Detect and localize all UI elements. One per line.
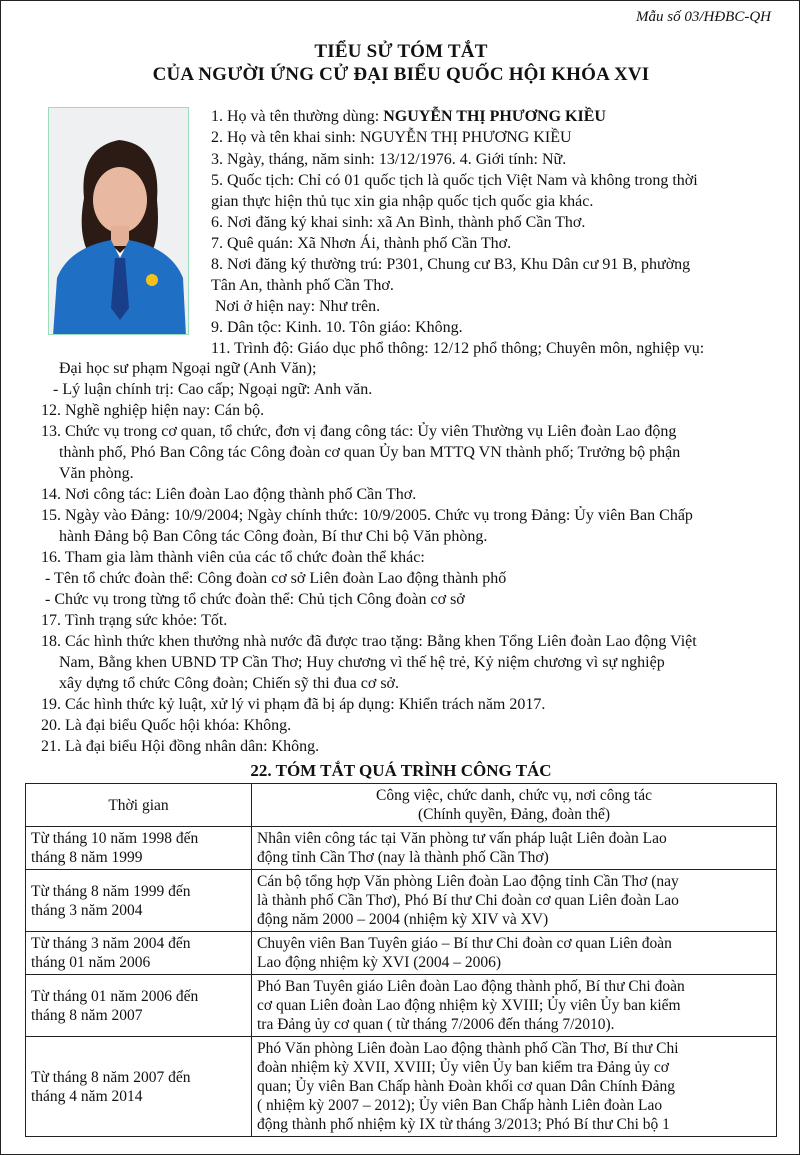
header-work-line1: Công việc, chức danh, chức vụ, nơi công tác [376, 787, 652, 804]
field-15-line1: 15. Ngày vào Đảng: 10/9/2004; Ngày chính thức: 10/9/2005. Chức vụ trong Đảng: Ủy viên Ban Chấp [41, 507, 693, 524]
work-line: động năm 2000 – 2004 (nhiệm kỳ XIV và XV) [257, 911, 549, 928]
work-history-table [25, 783, 777, 1137]
time-line: Từ tháng 8 năm 2007 đến [31, 1068, 191, 1086]
cell-work [252, 827, 777, 870]
cell-work [252, 870, 777, 932]
form-number: Mẫu số 03/HĐBC-QH [636, 9, 771, 25]
work-line: quan; Ủy viên Ban Chấp hành Đoàn khối cơ quan Dân Chính Đảng [257, 1078, 676, 1095]
field-13-line2: thành phố, Phó Ban Công tác Công đoàn cơ quan Ủy ban MTTQ VN thành phố; Trưởng bộ phận [59, 444, 681, 461]
table-row [26, 932, 777, 975]
work-line: Phó Văn phòng Liên đoàn Lao động thành phố Cần Thơ, Bí thư Chi [257, 1040, 679, 1057]
field-1 [211, 107, 606, 127]
cell-time [26, 975, 252, 1037]
table-row [26, 870, 777, 932]
cell-work [252, 975, 777, 1037]
field-5-line2: gian thực hiện thủ tục xin gia nhập quốc tịch quốc gia khác. [211, 193, 594, 210]
cell-time [26, 932, 252, 975]
work-line: ( nhiệm kỳ 2007 – 2012); Ủy viên Ban Chấp hành Liên đoàn Lao [257, 1097, 663, 1114]
work-line: động tỉnh Cần Thơ (nay là thành phố Cần Thơ) [257, 849, 549, 866]
field-13-line1: 13. Chức vụ trong cơ quan, tổ chức, đơn vị đang công tác: Ủy viên Thường vụ Liên đoàn Lao động [41, 423, 677, 440]
field-11-line3: - Lý luận chính trị: Cao cấp; Ngoại ngữ: Anh văn. [53, 381, 373, 398]
cell-work [252, 932, 777, 975]
cell-time [26, 870, 252, 932]
work-line: Chuyên viên Ban Tuyên giáo – Bí thư Chi đoàn cơ quan Liên đoàn [257, 935, 672, 952]
time-line: Từ tháng 01 năm 2006 đến [31, 987, 199, 1005]
document-title: TIỂU SỬ TÓM TẮT [314, 41, 488, 62]
field-1-value: NGUYỄN THỊ PHƯƠNG KIỀU [383, 108, 606, 125]
header-time: Thời gian [26, 784, 252, 827]
field-17: 17. Tình trạng sức khỏe: Tốt. [41, 612, 228, 629]
time-line: Từ tháng 10 năm 1998 đến [31, 830, 199, 847]
work-line: Cán bộ tổng hợp Văn phòng Liên đoàn Lao động tỉnh Cần Thơ (nay [257, 873, 679, 890]
time-line: Từ tháng 8 năm 1999 đến [31, 882, 191, 900]
field-3-4: 3. Ngày, tháng, năm sinh: 13/12/1976. 4. Giới tính: Nữ. [211, 151, 567, 168]
work-line: Phó Ban Tuyên giáo Liên đoàn Lao động thành phố, Bí thư Chi đoàn [257, 978, 685, 995]
field-5-line1: 5. Quốc tịch: Chỉ có 01 quốc tịch là quốc tịch Việt Nam và không trong thời [211, 172, 698, 189]
field-19: 19. Các hình thức kỷ luật, xử lý vi phạm đã bị áp dụng: Khiển trách năm 2017. [41, 696, 546, 713]
field-2: 2. Họ và tên khai sinh: NGUYỄN THỊ PHƯƠNG KIỀU [211, 129, 572, 146]
candidate-photo [48, 107, 189, 335]
document-subtitle: CỦA NGƯỜI ỨNG CỬ ĐẠI BIỂU QUỐC HỘI KHÓA XVI [152, 64, 650, 85]
work-line: Lao động nhiệm kỳ XVI (2004 – 2006) [257, 954, 502, 971]
time-line: Từ tháng 3 năm 2004 đến [31, 935, 191, 952]
field-11-line2: Đại học sư phạm Ngoại ngữ (Anh Văn); [59, 360, 317, 377]
time-line: tháng 01 năm 2006 [31, 954, 151, 971]
section-22-title: 22. TÓM TẮT QUÁ TRÌNH CÔNG TÁC [250, 761, 552, 780]
field-9-10: 9. Dân tộc: Kinh. 10. Tôn giáo: Không. [211, 319, 463, 336]
work-line: tra Đảng ủy cơ quan ( từ tháng 7/2006 đến tháng 7/2010). [257, 1016, 615, 1033]
time-line: tháng 3 năm 2004 [31, 901, 143, 919]
field-20: 20. Là đại biểu Quốc hội khóa: Không. [41, 717, 292, 734]
field-13-line3: Văn phòng. [59, 465, 134, 482]
header-work [252, 784, 777, 827]
field-6: 6. Nơi đăng ký khai sinh: xã An Bình, thành phố Cần Thơ. [211, 214, 586, 231]
field-7: 7. Quê quán: Xã Nhơn Ái, thành phố Cần Thơ. [211, 235, 512, 252]
field-18-line1: 18. Các hình thức khen thưởng nhà nước đã được trao tặng: Bằng khen Tổng Liên đoàn Lao động Việt [41, 633, 697, 650]
field-8-current-address: Nơi ở hiện nay: Như trên. [215, 298, 381, 315]
field-18-line3: xây dựng tổ chức Công đoàn; Chiến sỹ thi đua cơ sở. [59, 675, 399, 692]
work-line: là thành phố Cần Thơ), Phó Bí thư Chi đoàn cơ quan Liên đoàn Lao [257, 892, 679, 909]
work-line: cơ quan Liên đoàn Lao động nhiệm kỳ XVIII; Ủy viên Ủy ban kiểm [257, 997, 681, 1014]
field-16-org-name: - Tên tổ chức đoàn thể: Công đoàn cơ sở Liên đoàn Lao động thành phố [45, 570, 507, 587]
field-8-line1: 8. Nơi đăng ký thường trú: P301, Chung cư B3, Khu Dân cư 91 B, phường [211, 256, 691, 273]
cell-work [252, 1037, 777, 1137]
table-header-row [26, 784, 777, 827]
cell-time [26, 1037, 252, 1137]
field-16: 16. Tham gia làm thành viên của các tổ chức đoàn thể khác: [41, 549, 425, 566]
header-work-line2: (Chính quyền, Đảng, đoàn thể) [418, 806, 610, 823]
field-15-line2: hành Đảng bộ Ban Công tác Công đoàn, Bí thư Chi bộ Văn phòng. [59, 528, 488, 545]
field-21: 21. Là đại biểu Hội đồng nhân dân: Không. [41, 738, 320, 755]
field-11-line1: 11. Trình độ: Giáo dục phổ thông: 12/12 phổ thông; Chuyên môn, nghiệp vụ: [211, 340, 705, 357]
field-14: 14. Nơi công tác: Liên đoàn Lao động thành phố Cần Thơ. [41, 486, 417, 503]
field-12: 12. Nghề nghiệp hiện nay: Cán bộ. [41, 402, 265, 419]
field-1-label: 1. Họ và tên thường dùng: [211, 108, 384, 125]
field-18-line2: Nam, Bằng khen UBND TP Cần Thơ; Huy chương vì thế hệ trẻ, Kỷ niệm chương vì sự nghiệp [59, 654, 665, 671]
time-line: tháng 8 năm 1999 [31, 849, 143, 866]
table-row [26, 1037, 777, 1137]
work-line: Nhân viên công tác tại Văn phòng tư vấn pháp luật Liên đoàn Lao [257, 830, 667, 847]
field-16-position: - Chức vụ trong từng tổ chức đoàn thể: Chủ tịch Công đoàn cơ sở [45, 591, 465, 608]
table-row [26, 827, 777, 870]
work-line: động thành phố nhiệm kỳ IX từ tháng 3/2013; Phó Bí thư Chi bộ 1 [257, 1116, 670, 1133]
cell-time [26, 827, 252, 870]
time-line: tháng 4 năm 2014 [31, 1087, 143, 1105]
work-line: đoàn nhiệm kỳ XVII, XVIII; Ủy viên Ủy ban kiểm tra Đảng ủy cơ [257, 1059, 669, 1076]
table-row [26, 975, 777, 1037]
time-line: tháng 8 năm 2007 [31, 1006, 143, 1024]
field-8-line2: Tân An, thành phố Cần Thơ. [211, 277, 394, 294]
